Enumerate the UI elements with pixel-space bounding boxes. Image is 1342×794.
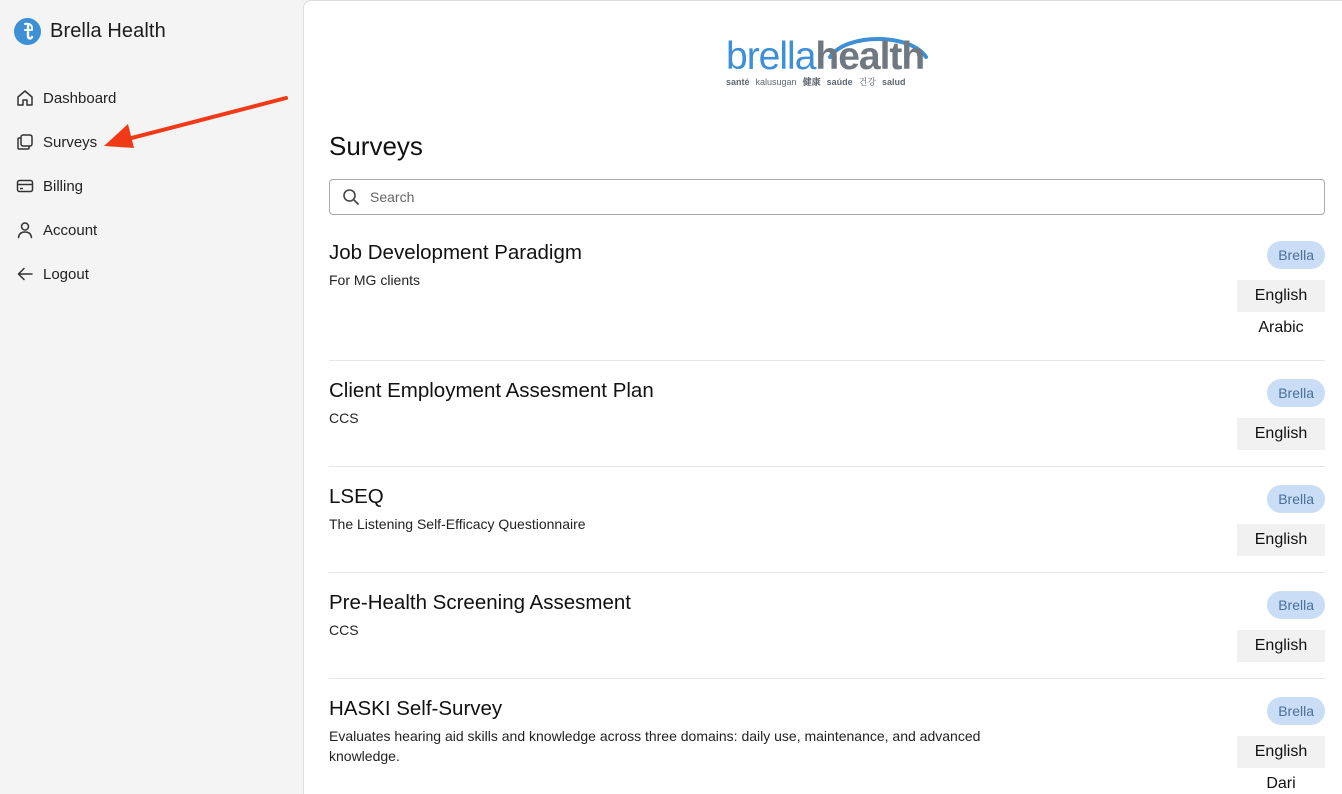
org-badge: Brella [1267,591,1325,619]
survey-item-lseq[interactable] [329,485,1325,573]
sidebar-item-billing[interactable] [15,164,116,208]
logo-word-health: health [815,35,925,78]
divider [329,466,1325,467]
tagline-word: saúde [826,77,853,87]
survey-description: CCS [329,622,359,638]
language-button-english[interactable]: English [1237,280,1325,312]
survey-item-client-employment-assesment-plan[interactable] [329,379,1325,467]
logo-tagline [726,75,912,88]
user-icon [15,220,35,240]
copy-icon [15,132,35,152]
brella-health-logo [724,27,934,89]
tagline-word: 健康 [802,77,821,87]
sidebar-item-label: Billing [43,177,84,195]
org-badge: Brella [1267,241,1325,269]
page-title: Surveys [329,131,423,161]
search-input[interactable] [370,189,1310,205]
language-button-english[interactable]: English [1237,524,1325,556]
survey-description: For MG clients [329,272,421,288]
tagline-word: santé [726,77,750,87]
home-icon [15,88,35,108]
tagline-word: kalusugan [755,77,797,87]
tagline-word: salud [881,77,906,87]
survey-description: Evaluates hearing aid skills and knowledge across three domains: daily use, maintenance, and advanced knowledge. [329,728,981,764]
brella-logo-icon [14,18,41,45]
org-badge: Brella [1267,485,1325,513]
survey-description: CCS [329,410,359,426]
divider [329,678,1325,679]
sidebar-item-label: Dashboard [43,89,117,107]
survey-title[interactable]: HASKI Self-Survey [329,697,503,720]
divider [329,572,1325,573]
language-button-english[interactable]: English [1237,736,1325,768]
sidebar [0,0,303,794]
language-button-english[interactable]: English [1237,418,1325,450]
survey-description: The Listening Self-Efficacy Questionnaire [329,516,586,532]
brand[interactable] [14,18,166,45]
tagline-word: 건강 [858,77,876,87]
sidebar-item-label: Logout [43,265,89,283]
search-box[interactable] [329,179,1325,215]
logo-wordmark [726,35,924,79]
card-icon [15,176,35,196]
sidebar-item-account[interactable] [15,208,116,252]
language-button-arabic[interactable]: Arabic [1258,319,1304,336]
sidebar-item-logout[interactable] [15,252,116,296]
sidebar-item-label: Surveys [43,133,98,151]
divider [329,360,1325,361]
logo-word-brella: brella [726,35,816,78]
language-button-dari[interactable]: Dari [1266,775,1296,792]
survey-title[interactable]: Pre-Health Screening Assesment [329,591,631,614]
arrow-left-icon [15,264,35,284]
survey-title[interactable]: Job Development Paradigm [329,241,582,264]
survey-title[interactable]: LSEQ [329,485,384,508]
survey-item-job-development-paradigm[interactable] [329,241,1325,361]
org-badge: Brella [1267,379,1325,407]
annotation-arrow-icon [100,92,290,154]
survey-title[interactable]: Client Employment Assesment Plan [329,379,654,402]
survey-item-pre-health-screening-assesment[interactable] [329,591,1325,679]
main-panel [303,0,1342,794]
org-badge: Brella [1267,697,1325,725]
survey-item-haski-self-survey[interactable] [329,697,1325,794]
search-icon [342,187,362,207]
language-button-english[interactable]: English [1237,630,1325,662]
brand-name: Brella Health [50,20,166,42]
sidebar-item-label: Account [43,221,98,239]
